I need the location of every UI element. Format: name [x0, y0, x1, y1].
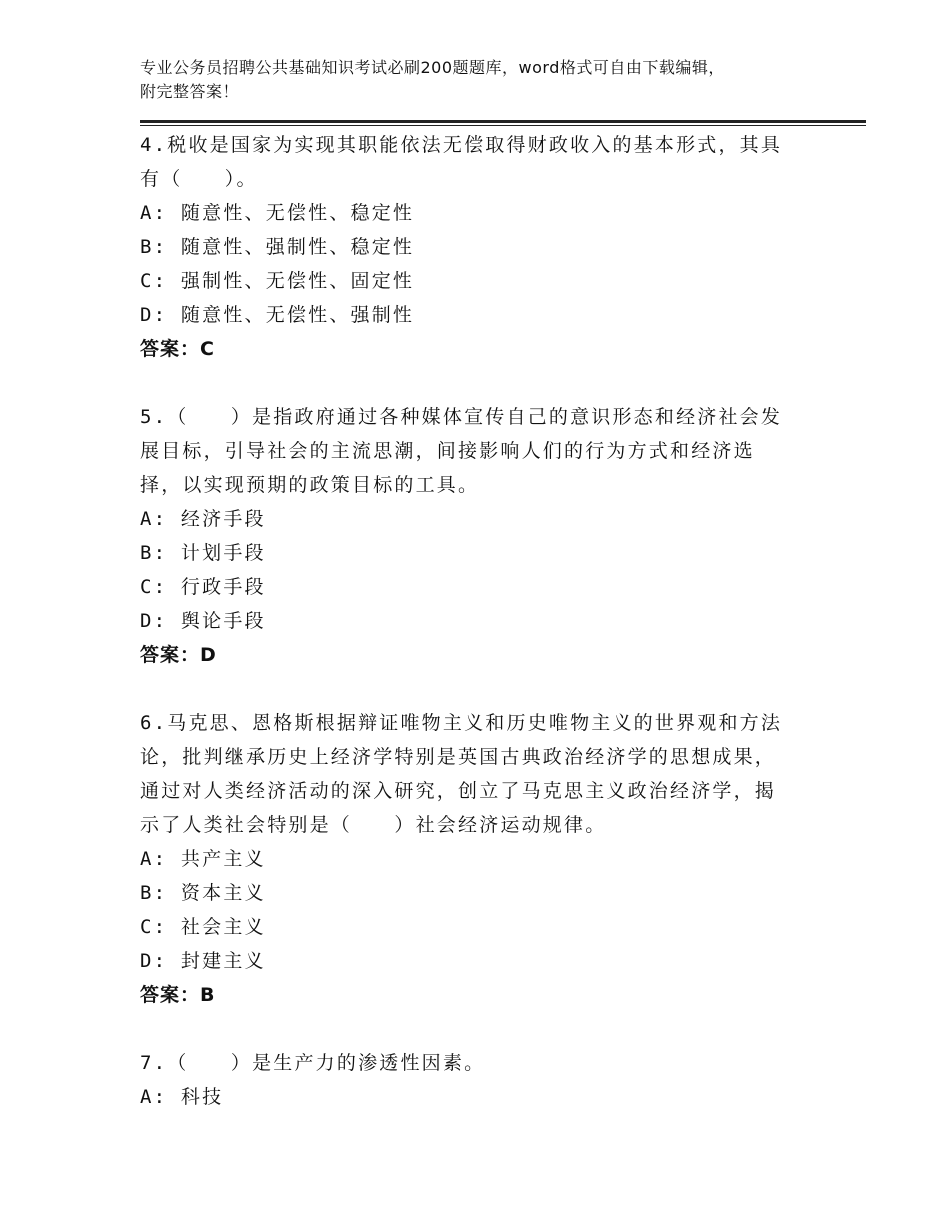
option-a: A: 科技	[140, 1086, 224, 1108]
option-b: B: 资本主义	[140, 882, 266, 904]
question-5	[140, 400, 840, 672]
option-d: D: 舆论手段	[140, 610, 266, 632]
question-text: 通过对人类经济活动的深入研究，创立了马克思主义政治经济学，揭	[140, 780, 777, 802]
question-4	[140, 128, 840, 366]
page-header	[140, 56, 840, 104]
header-rule-thin	[140, 125, 866, 126]
question-text: 5.（ ）是指政府通过各种媒体宣传自己的意识形态和经济社会发	[140, 406, 783, 428]
header-line-2: 附完整答案！	[140, 82, 240, 101]
option-c: C: 行政手段	[140, 576, 266, 598]
question-text: 论，批判继承历史上经济学特别是英国古典政治经济学的思想成果，	[140, 746, 777, 768]
question-text: 择，以实现预期的政策目标的工具。	[140, 474, 480, 496]
question-text: 6.马克思、恩格斯根据辩证唯物主义和历史唯物主义的世界观和方法	[140, 712, 783, 734]
option-a: A: 经济手段	[140, 508, 266, 530]
option-b: B: 随意性、强制性、稳定性	[140, 236, 415, 258]
option-d: D: 封建主义	[140, 950, 266, 972]
option-b: B: 计划手段	[140, 542, 266, 564]
question-text: 有（ ）。	[140, 168, 258, 190]
option-d: D: 随意性、无偿性、强制性	[140, 304, 415, 326]
option-a: A: 随意性、无偿性、稳定性	[140, 202, 415, 224]
question-7	[140, 1046, 840, 1114]
option-c: C: 社会主义	[140, 916, 266, 938]
question-text: 4.税收是国家为实现其职能依法无偿取得财政收入的基本形式，其具	[140, 134, 783, 156]
option-a: A: 共产主义	[140, 848, 266, 870]
answer: 答案：C	[140, 338, 215, 360]
question-text: 展目标，引导社会的主流思潮，间接影响人们的行为方式和经济选	[140, 440, 755, 462]
question-text: 7.（ ）是生产力的渗透性因素。	[140, 1052, 486, 1074]
option-c: C: 强制性、无偿性、固定性	[140, 270, 415, 292]
question-text: 示了人类社会特别是（ ）社会经济运动规律。	[140, 814, 607, 836]
answer: 答案：B	[140, 984, 216, 1006]
header-line-1: 专业公务员招聘公共基础知识考试必刷200题题库，word格式可自由下载编辑，	[140, 58, 725, 77]
question-list	[140, 128, 840, 1114]
answer: 答案：D	[140, 644, 217, 666]
question-6	[140, 706, 840, 1012]
header-rule-thick	[140, 120, 866, 123]
